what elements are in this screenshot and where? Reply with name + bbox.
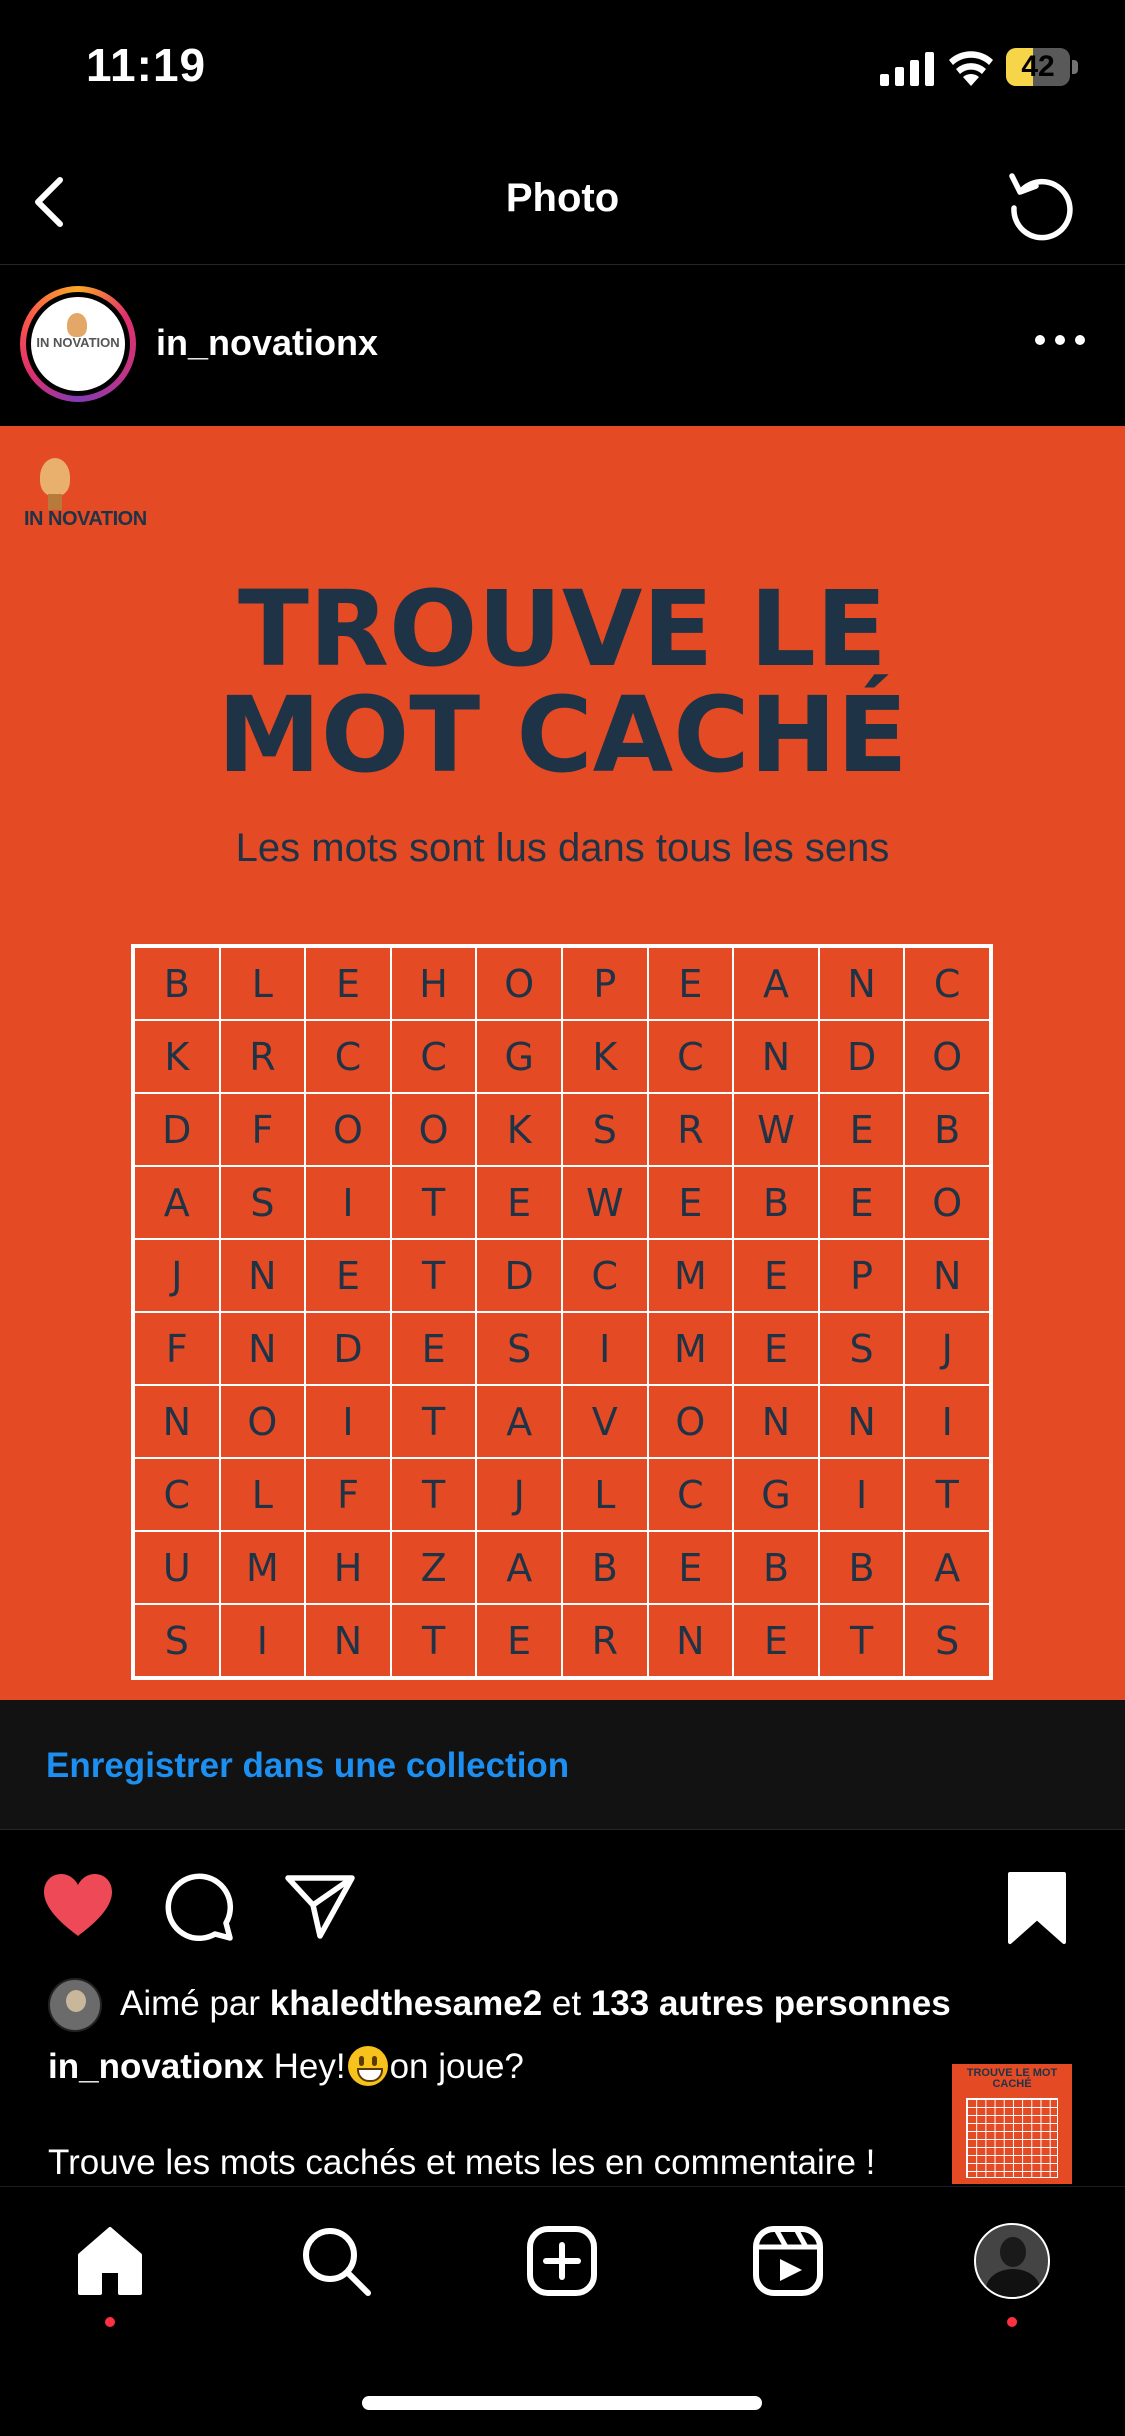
grid-cell: N [819, 947, 905, 1020]
post-header [0, 266, 1125, 426]
grid-cell: E [733, 1239, 819, 1312]
profile-avatar-head [1000, 2237, 1026, 2267]
profile-tab[interactable] [974, 2223, 1050, 2299]
image-subtitle: Les mots sont lus dans tous les sens [235, 826, 890, 870]
nav-header [0, 140, 1125, 265]
page-title: Photo [505, 176, 620, 220]
grid-cell: I [819, 1458, 905, 1531]
grid-cell: O [476, 947, 562, 1020]
grid-cell: U [134, 1531, 220, 1604]
grid-cell: E [391, 1312, 477, 1385]
save-to-collection-link[interactable]: Enregistrer dans une collection [46, 1746, 570, 1785]
grid-cell: F [134, 1312, 220, 1385]
grid-cell: I [562, 1312, 648, 1385]
grid-cell: Z [391, 1531, 477, 1604]
battery-cap [1072, 60, 1078, 74]
brand-logo [24, 446, 184, 546]
liked-by-text [120, 1984, 951, 2024]
grid-cell: C [562, 1239, 648, 1312]
grid-cell: F [305, 1458, 391, 1531]
grid-cell: D [476, 1239, 562, 1312]
paper-plane-icon[interactable] [282, 1870, 358, 1942]
grid-cell: F [220, 1093, 306, 1166]
grid-cell: S [220, 1166, 306, 1239]
thumbnail-title: TROUVE LE MOT CACHÉ [966, 2067, 1058, 2090]
grid-cell: O [391, 1093, 477, 1166]
grid-cell: C [904, 947, 990, 1020]
home-indicator [362, 2396, 762, 2410]
grid-cell: N [819, 1385, 905, 1458]
grid-cell: K [134, 1020, 220, 1093]
battery-level: 42 [1021, 50, 1055, 83]
grid-cell: O [904, 1020, 990, 1093]
thumbnail-grid [966, 2098, 1058, 2178]
grid-cell: N [904, 1239, 990, 1312]
grid-cell: E [733, 1604, 819, 1677]
collection-bar [0, 1700, 1125, 1830]
grid-cell: S [134, 1604, 220, 1677]
grid-cell: G [733, 1458, 819, 1531]
grinning-face-emoji-icon [348, 2046, 388, 2086]
grid-cell: R [562, 1604, 648, 1677]
refresh-icon[interactable] [1000, 160, 1084, 244]
home-notification-dot [105, 2317, 115, 2327]
lightbulb-icon [67, 313, 87, 337]
grid-cell: R [648, 1093, 734, 1166]
grid-cell: C [648, 1020, 734, 1093]
profile-notification-dot [1007, 2317, 1017, 2327]
caption-text-end: on joue? [389, 2047, 524, 2086]
bookmark-filled-icon[interactable] [1006, 1870, 1068, 1946]
grid-cell: B [134, 947, 220, 1020]
grid-cell: L [562, 1458, 648, 1531]
status-bar [0, 0, 1125, 140]
grid-cell: C [134, 1458, 220, 1531]
image-title [0, 568, 1125, 796]
grid-cell: A [733, 947, 819, 1020]
caption-text-start: Hey! [273, 2047, 346, 2086]
grid-cell: H [391, 947, 477, 1020]
grid-cell: D [819, 1020, 905, 1093]
liked-by-connector: et [551, 1984, 582, 2023]
home-icon[interactable] [72, 2223, 148, 2299]
grid-cell: I [220, 1604, 306, 1677]
grid-cell: B [562, 1531, 648, 1604]
grid-cell: E [648, 1166, 734, 1239]
grid-cell: M [648, 1239, 734, 1312]
grid-cell: S [819, 1312, 905, 1385]
grid-cell: V [562, 1385, 648, 1458]
grid-cell: B [819, 1531, 905, 1604]
grid-cell: I [305, 1166, 391, 1239]
post-actions [0, 1830, 1125, 1990]
grid-cell: B [904, 1093, 990, 1166]
more-options-icon[interactable] [1030, 320, 1090, 360]
image-title-line1: TROUVE LE [238, 568, 887, 690]
grid-cell: E [648, 947, 734, 1020]
create-post-icon[interactable] [524, 2223, 600, 2299]
wifi-icon [948, 48, 994, 86]
avatar-logo [31, 297, 125, 391]
caption-username[interactable]: in_novationx [48, 2047, 264, 2086]
cellular-signal-icon [880, 52, 936, 86]
grid-cell: E [819, 1093, 905, 1166]
comment-icon[interactable] [160, 1868, 236, 1944]
grid-cell: A [904, 1531, 990, 1604]
grid-cell: N [305, 1604, 391, 1677]
grid-cell: D [134, 1093, 220, 1166]
grid-cell: O [904, 1166, 990, 1239]
grid-cell: O [220, 1385, 306, 1458]
grid-cell: C [648, 1458, 734, 1531]
avatar-logo-text: IN NOVATION [36, 335, 120, 350]
search-icon[interactable] [298, 2223, 374, 2299]
post-image[interactable] [0, 426, 1125, 1700]
grid-cell: R [220, 1020, 306, 1093]
grid-cell: K [562, 1020, 648, 1093]
grid-cell: T [904, 1458, 990, 1531]
grid-cell: D [305, 1312, 391, 1385]
post-thumbnail[interactable] [952, 2064, 1072, 2184]
battery-icon [1006, 48, 1078, 86]
grid-cell: J [904, 1312, 990, 1385]
grid-cell: W [733, 1093, 819, 1166]
grid-cell: T [391, 1166, 477, 1239]
liked-by-prefix: Aimé par [120, 1984, 261, 2023]
caption-second-line: Trouve les mots cachés et mets les en commentaire ! [48, 2143, 876, 2182]
grid-cell: G [476, 1020, 562, 1093]
grid-cell: A [476, 1385, 562, 1458]
post-username[interactable]: in_novationx [156, 322, 379, 363]
caption-first-line [48, 2046, 524, 2087]
grid-cell: S [904, 1604, 990, 1677]
grid-cell: E [305, 947, 391, 1020]
grid-cell: T [391, 1604, 477, 1677]
grid-cell: B [733, 1166, 819, 1239]
grid-cell: M [648, 1312, 734, 1385]
grid-cell: P [819, 1239, 905, 1312]
grid-cell: E [648, 1531, 734, 1604]
grid-cell: S [476, 1312, 562, 1385]
grid-cell: I [904, 1385, 990, 1458]
reels-icon[interactable] [750, 2223, 826, 2299]
image-title-line2: MOT CACHÉ [217, 674, 908, 796]
grid-cell: O [305, 1093, 391, 1166]
grid-cell: N [733, 1385, 819, 1458]
brand-name: IN NOVATION [24, 508, 147, 530]
profile-avatar-body [986, 2269, 1040, 2299]
grid-cell: T [391, 1458, 477, 1531]
grid-cell: E [819, 1166, 905, 1239]
grid-cell: A [134, 1166, 220, 1239]
grid-cell: N [220, 1239, 306, 1312]
liked-by-user[interactable]: khaledthesame2 [269, 1984, 543, 2023]
grid-cell: C [305, 1020, 391, 1093]
grid-cell: E [476, 1604, 562, 1677]
story-avatar[interactable] [20, 286, 136, 402]
grid-cell: S [562, 1093, 648, 1166]
grid-cell: M [220, 1531, 306, 1604]
grid-cell: E [305, 1239, 391, 1312]
grid-cell: W [562, 1166, 648, 1239]
grid-cell: J [476, 1458, 562, 1531]
grid-cell: E [733, 1312, 819, 1385]
grid-cell: T [391, 1385, 477, 1458]
grid-cell: L [220, 947, 306, 1020]
grid-cell: N [134, 1385, 220, 1458]
grid-cell: I [305, 1385, 391, 1458]
word-search-grid [131, 944, 993, 1680]
grid-cell: P [562, 947, 648, 1020]
grid-cell: N [220, 1312, 306, 1385]
avatar-border [26, 292, 130, 396]
grid-cell: N [648, 1604, 734, 1677]
grid-cell: J [134, 1239, 220, 1312]
grid-cell: E [476, 1166, 562, 1239]
profile-avatar [974, 2223, 1050, 2299]
lightbulb-icon [40, 458, 70, 496]
grid-cell: C [391, 1020, 477, 1093]
liker-avatar [48, 1978, 102, 2032]
heart-filled-icon[interactable] [40, 1870, 116, 1940]
grid-cell: L [220, 1458, 306, 1531]
liker-avatar-face [66, 1990, 86, 2012]
liked-by-row[interactable] [48, 1978, 1108, 2032]
battery-body [1006, 48, 1070, 86]
status-time: 11:19 [86, 39, 207, 91]
grid-cell: O [648, 1385, 734, 1458]
grid-cell: T [391, 1239, 477, 1312]
grid-cell: K [476, 1093, 562, 1166]
grid-cell: T [819, 1604, 905, 1677]
grid-cell: H [305, 1531, 391, 1604]
grid-cell: N [733, 1020, 819, 1093]
liked-by-others[interactable]: 133 autres personnes [590, 1984, 951, 2023]
grid-cell: A [476, 1531, 562, 1604]
grid-cell: B [733, 1531, 819, 1604]
